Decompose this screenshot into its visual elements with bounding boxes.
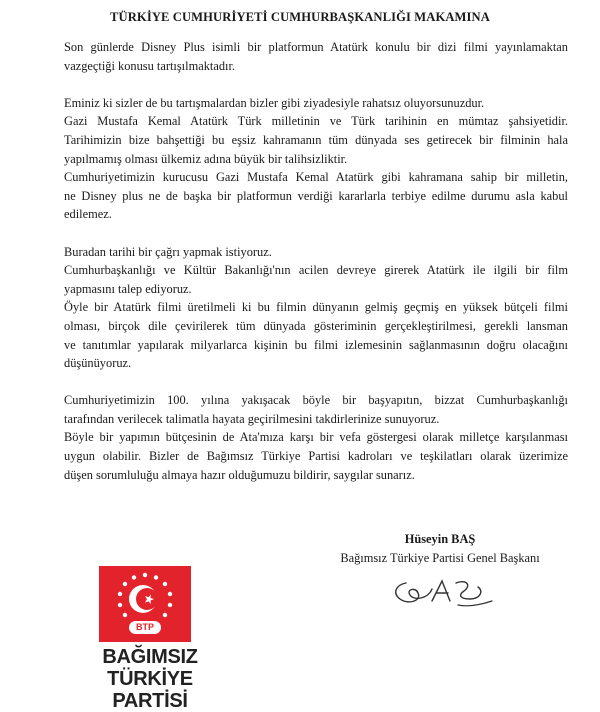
text-line: olması, birçok dile çevirilerek tüm dünyada gösteriminin gerçekleştirilmesi, gerekli lansman xyxy=(64,318,568,333)
paragraph-3 xyxy=(64,243,568,373)
logo-emblem xyxy=(99,566,191,642)
logo-badge-text: BTP xyxy=(136,622,154,632)
text-line: Cumhuriyetimizin kurucusu Gazi Mustafa Kemal Atatürk gibi kahramana sahip bir milletin, xyxy=(64,170,568,185)
logo-line-1: BAĞIMSIZ TÜRKİYE xyxy=(102,646,198,690)
text-line: Cumhuriyetimizin 100. yılına yakışacak böyle bir başyapıtın, bizzat Cumhurbaşkanlığı xyxy=(64,393,568,408)
text-line: düşünüyoruz. xyxy=(64,356,132,371)
text-line: Tarihimizin bize bahşettiği bu eşsiz kahramanın tüm dünyada ses getirecek bir filminin hala xyxy=(64,132,568,147)
text-line: edilemez. xyxy=(64,207,112,222)
text-line: Öyle bir Atatürk filmi üretilmeli ki bu filmin dünyanın gelmiş geçmiş en yüksek bütçeli filmi xyxy=(64,300,568,315)
text-line: Son günlerde Disney Plus isimli bir platformun Atatürk konulu bir dizi filmi yayınlamaktan xyxy=(64,40,568,54)
paragraph-4 xyxy=(64,391,568,484)
logo-wordmark xyxy=(60,646,240,712)
logo-line-2: PARTİSİ xyxy=(112,690,188,712)
text-line: Cumhurbaşkanlığı ve Kültür Bakanlığı'nın acilen devreye girerek Atatürk ile ilgili bir film xyxy=(64,263,568,278)
party-logo xyxy=(60,566,240,712)
signatory-role: Bağımsız Türkiye Partisi Genel Başkanı xyxy=(340,551,540,565)
text-line: ne Disney plus ne de başka bir platformun verdiği kararlarla terbiye edilme durumu asla kabul xyxy=(64,188,568,203)
letter-title: TÜRKİYE CUMHURİYETİ CUMHURBAŞKANLIĞI MAKAMINA xyxy=(110,10,490,24)
text-line: uygun olabilir. Bizler de Bağımsız Türkiye Partisi kadroları ve teşkilatları olarak üzerimize xyxy=(64,449,568,464)
text-line: Böyle bir yapımın bütçesinin de Ata'mıza karşı bir vefa göstergesi olarak milletçe karşılanması xyxy=(64,430,568,445)
paragraph-1 xyxy=(64,38,568,75)
paragraph-2 xyxy=(64,94,568,224)
text-line: ve tanıtımlar yapılarak milyarlarca kişinin bu filmi izlemesinin sağlanmasının doğru olacağını xyxy=(64,337,568,352)
signatory-name: Hüseyin BAŞ xyxy=(404,532,476,546)
text-line: tarafından verilecek talimatla hayata geçirilmesini takdirlerinize sunuyoruz. xyxy=(64,411,440,426)
signature-block xyxy=(300,530,580,568)
text-line: yapmasını talep ediyoruz. xyxy=(64,281,192,296)
text-line: Gazi Mustafa Kemal Atatürk Türk milletinin ve Türk tarihinin en mümtaz şahsiyetidir. xyxy=(64,114,568,129)
text-line: yapılmamış olması ülkemiz adına büyük bir talihsizliktir. xyxy=(64,151,348,166)
text-line: düşen sorumluluğu almaya hazır olduğumuzu bildirir, saygılar sunarız. xyxy=(64,467,415,482)
text-line: Buradan tarihi bir çağrı yapmak istiyoruz. xyxy=(64,244,272,259)
handwritten-signature xyxy=(388,571,498,609)
text-line: vazgeçtiği konusu tartışılmaktadır. xyxy=(64,58,236,73)
text-line: Eminiz ki sizler de bu tartışmalardan bizler gibi ziyadesiyle rahatsız oluyorsunuzdur. xyxy=(64,95,485,110)
letter-body xyxy=(64,38,568,484)
